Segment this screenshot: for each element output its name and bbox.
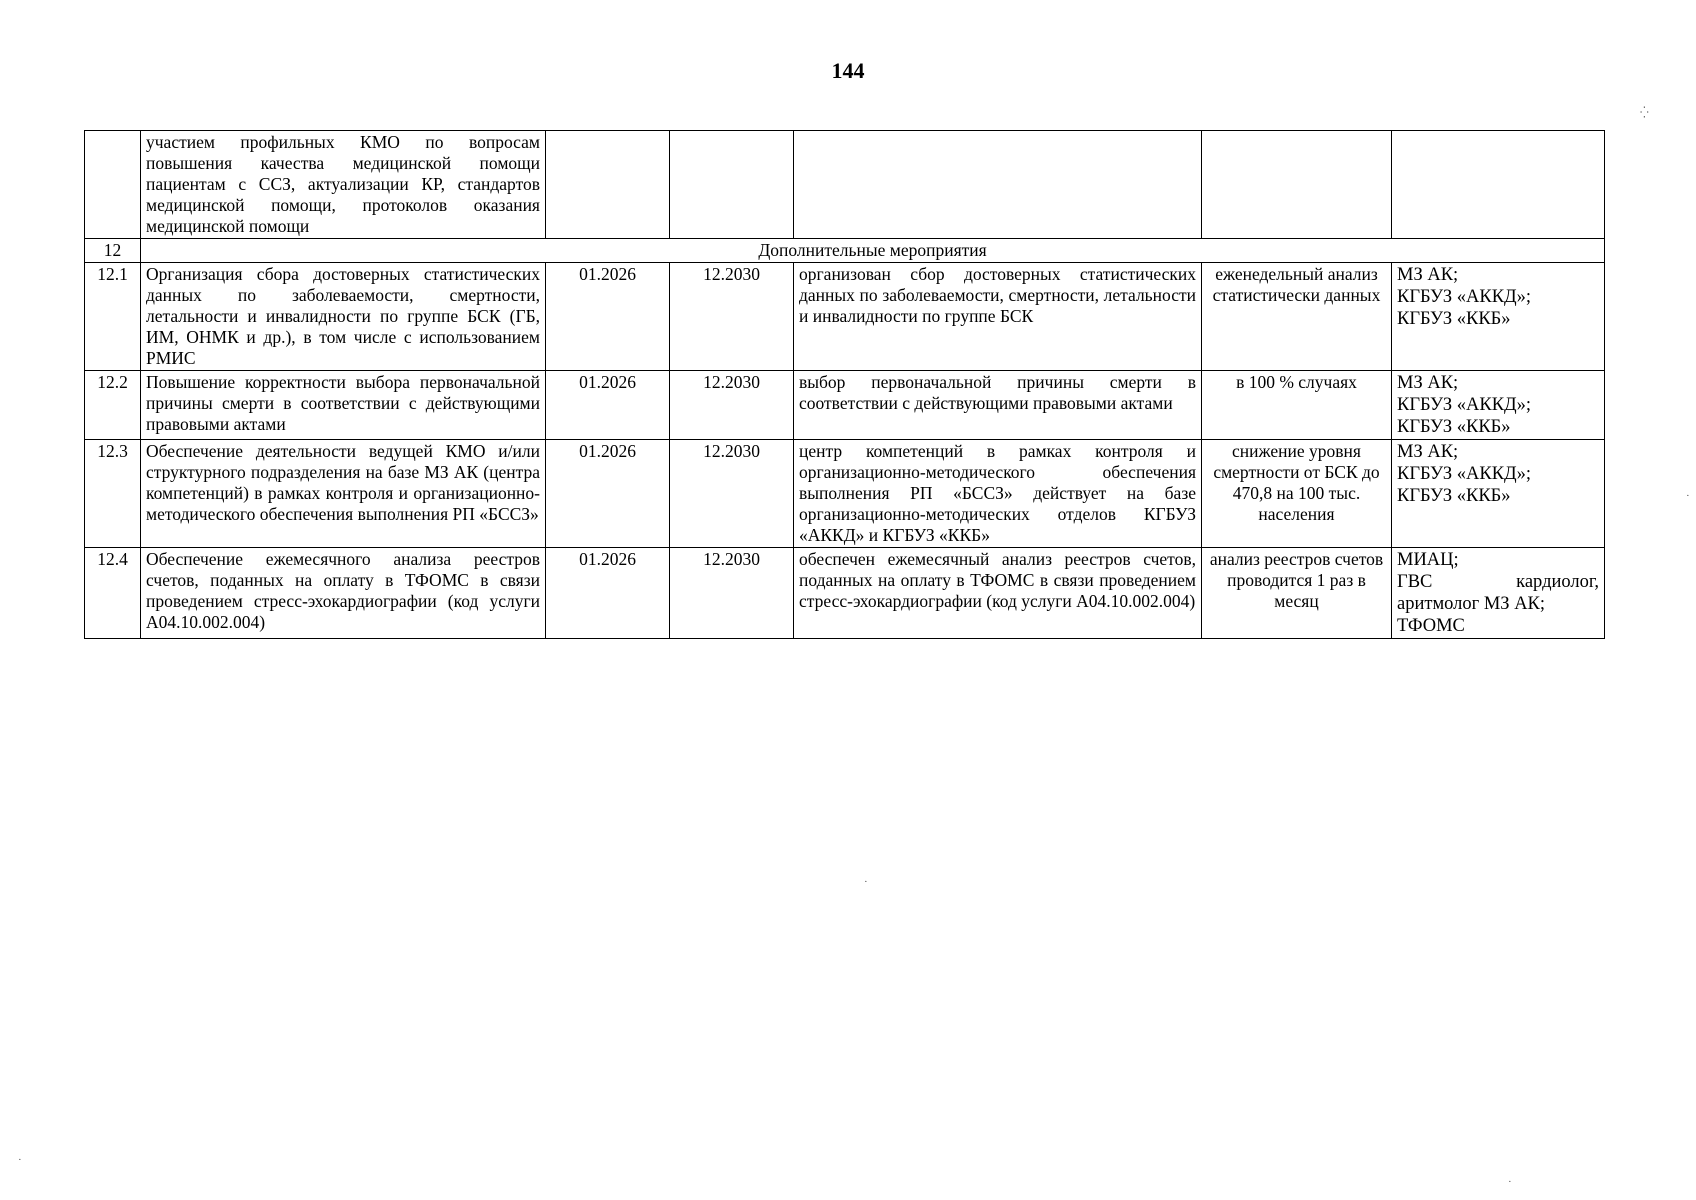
table-row [85,371,1605,440]
expected-result: организован сбор достоверных статистических данных по заболеваемости, смертности, летальности и инвалидности по группе БСК [794,263,1202,371]
row-number: 12.2 [85,371,141,440]
activity-name: Обеспечение ежемесячного анализа реестров счетов, поданных на оплату в ТФОМС в связи проведением стресс-эхокардиографии (код услуги А04.10.002.004) [141,548,546,639]
end-date: 12.2030 [670,263,794,371]
expected-result [794,131,1202,239]
responsible-line: МИАЦ; [1397,550,1459,570]
end-date: 12.2030 [670,371,794,440]
scan-mark: · [1508,1176,1512,1188]
scan-mark: ⁛ [1640,107,1649,119]
start-date [546,131,670,239]
start-date: 01.2026 [546,440,670,548]
table-row [85,440,1605,548]
responsible-line: КГБУЗ «ККБ» [1397,309,1511,329]
responsible-line: МЗ АК; [1397,265,1459,285]
row-number: 12.4 [85,548,141,639]
responsible-line: КГБУЗ «ККБ» [1397,486,1511,506]
responsible-line: МЗ АК; [1397,442,1459,462]
activity-name: Организация сбора достоверных статистических данных по заболеваемости, смертности, летальности и инвалидности по группе БСК (ГБ, ИМ, ОНМК и др.), в том числе с использованием РМИС [141,263,546,371]
responsible [1392,131,1605,239]
scan-mark: · [1686,490,1690,502]
indicator: анализ реестров счетов проводится 1 раз в месяц [1202,548,1392,639]
start-date: 01.2026 [546,263,670,371]
expected-result: центр компетенций в рамках контроля и организационно-методического обеспечения выполнения РП «БССЗ» действует на базе организационно-методических отделов КГБУЗ «АККД» и КГБУЗ «ККБ» [794,440,1202,548]
responsible-line: аритмолог МЗ АК; [1397,594,1546,614]
responsible-line: КГБУЗ «АККД»; [1397,464,1532,484]
indicator [1202,131,1392,239]
expected-result: обеспечен ежемесячный анализ реестров счетов, поданных на оплату в ТФОМС в связи проведением стресс-эхокардиографии (код услуги А04.10.002.004) [794,548,1202,639]
row-number: 12.3 [85,440,141,548]
start-date: 01.2026 [546,371,670,440]
responsible [1392,371,1605,440]
responsible-line: КГБУЗ «АККД»; [1397,287,1532,307]
responsible-line: КГБУЗ «АККД»; [1397,395,1532,415]
responsible-line: ГВС кардиолог, [1397,572,1599,592]
indicator: в 100 % случаях [1202,371,1392,440]
end-date [670,131,794,239]
table-row-continuation [85,131,1605,239]
table-row [85,548,1605,639]
activity-name: Повышение корректности выбора первоначальной причины смерти в соответствии с действующими правовыми актами [141,371,546,440]
activity-name: Обеспечение деятельности ведущей КМО и/или структурного подразделения на базе МЗ АК (центра компетенций) в рамках контроля и организационно-методического обеспечения выполнения РП «БССЗ» [141,440,546,548]
indicator: еженедельный анализ статистически данных [1202,263,1392,371]
responsible-line: ТФОМС [1397,616,1465,636]
row-number [85,131,141,239]
scan-mark: · [864,876,868,888]
row-number: 12.1 [85,263,141,371]
activity-name: участием профильных КМО по вопросам повышения качества медицинской помощи пациентам с ССЗ, актуализации КР, стандартов медицинской помощи, протоколов оказания медицинской помощи [141,131,546,239]
end-date: 12.2030 [670,548,794,639]
section-row [85,239,1605,263]
responsible-line: МЗ АК; [1397,373,1459,393]
activities-table [84,130,1605,639]
start-date: 01.2026 [546,548,670,639]
indicator: снижение уровня смертности от БСК до 470,8 на 100 тыс. населения [1202,440,1392,548]
section-number: 12 [85,239,141,263]
section-title: Дополнительные мероприятия [141,239,1605,263]
responsible [1392,440,1605,548]
responsible [1392,548,1605,639]
expected-result: выбор первоначальной причины смерти в соответствии с действующими правовыми актами [794,371,1202,440]
scan-mark: · [18,1154,22,1166]
page-number: 144 [831,58,865,83]
end-date: 12.2030 [670,440,794,548]
responsible [1392,263,1605,371]
responsible-line: КГБУЗ «ККБ» [1397,417,1511,437]
table-row [85,263,1605,371]
